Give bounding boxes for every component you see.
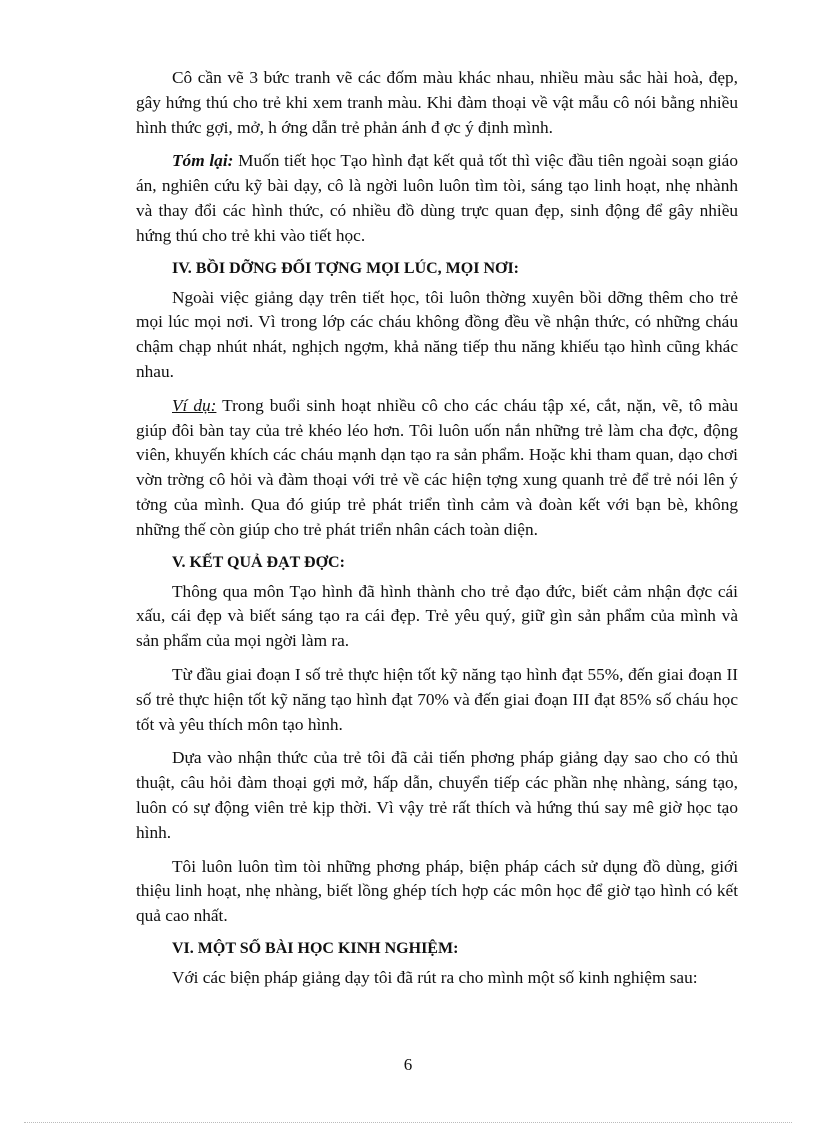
section-heading-iv: IV. BỒI DỠNG ĐỐI TỢNG MỌI LÚC, MỌI NƠI:	[172, 259, 519, 277]
example-lead: Ví dụ:	[172, 395, 217, 415]
document-body	[136, 66, 738, 1000]
section-heading-vi: VI. MỘT SỐ BÀI HỌC KINH NGHIỆM:	[172, 939, 459, 957]
paragraph-summary	[136, 149, 738, 248]
paragraph: Tôi luôn luôn tìm tòi những phơng pháp, biện pháp cách sử dụng đồ dùng, giới thiệu linh hoạt, nhẹ nhàng, biết lồng ghép tích hợp các môn học để giờ tạo hình có kết quả cao nhất.	[136, 856, 738, 926]
summary-lead: Tóm lại:	[172, 151, 234, 171]
page-number: 6	[403, 1055, 413, 1074]
summary-text: Muốn tiết học Tạo hình đạt kết quả tốt thì việc đầu tiên ngoài soạn giáo án, nghiên cứu kỹ bài dạy, cô là ngời luôn luôn tìm tòi, sáng tạo linh hoạt, nhẹ nhành và thay đổi các hình thức, có nhiều đồ dùng trực quan đẹp, sinh động để gây nhiều hứng thú cho trẻ khi vào tiết học.	[136, 151, 738, 245]
paragraph: Với các biện pháp giảng dạy tôi đã rút ra cho mình một số kinh nghiệm sau:	[172, 967, 698, 987]
paragraph: Thông qua môn Tạo hình đã hình thành cho trẻ đạo đức, biết cảm nhận đợc cái xấu, cái đẹp và biết sáng tạo ra cái đẹp. Trẻ yêu quý, giữ gìn sản phẩm của mình và sản phẩm của mọi ngời làm ra.	[136, 581, 738, 651]
paragraph: Ngoài việc giảng dạy trên tiết học, tôi luôn thờng xuyên bồi dỡng thêm cho trẻ mọi lúc mọi nơi. Vì trong lớp các cháu không đồng đều về nhận thức, có những cháu chậm chạp nhút nhát, nghịch ngợm, khả năng tiếp thu năng khiếu tạo hình cũng khác nhau.	[136, 287, 738, 381]
paragraph: Dựa vào nhận thức của trẻ tôi đã cải tiến phơng pháp giảng dạy sao cho có thủ thuật, câu hỏi đàm thoại gợi mở, hấp dẫn, chuyển tiếp các phần nhẹ nhàng, sáng tạo, luôn có sự động viên trẻ kịp thời. Vì vậy trẻ rất thích và hứng thú say mê giờ học tạo hình.	[136, 748, 738, 842]
paragraph-example	[136, 394, 738, 543]
example-text: Trong buổi sinh hoạt nhiều cô cho các cháu tập xé, cắt, nặn, vẽ, tô màu giúp đôi bàn tay của trẻ khéo léo hơn. Tôi luôn uốn nắn những trẻ làm cha đợc, động viên, khuyến khích các cháu mạnh dạn tạo ra sản phẩm. Hoặc khi tham quan, dạo chơi vờn trờng cô hỏi và đàm thoại với trẻ về các hiện tợng xung quanh trẻ để trẻ nói lên ý tởng của mình. Qua đó giúp trẻ phát triển tình cảm và đoàn kết với bạn bè, không những thế còn giúp cho trẻ phát triển nhân cách toàn diện.	[136, 395, 738, 539]
section-heading-v: V. KẾT QUẢ ĐẠT ĐỢC:	[172, 553, 345, 571]
paragraph: Từ đầu giai đoạn I số trẻ thực hiện tốt kỹ năng tạo hình đạt 55%, đến giai đoạn II số trẻ thực hiện tốt kỹ năng tạo hình đạt 70% và đến giai đoạn III đạt 85% số cháu học tốt và yêu thích môn tạo hình.	[136, 664, 738, 734]
paragraph: Cô cần vẽ 3 bức tranh vẽ các đốm màu khác nhau, nhiều màu sắc hài hoà, đẹp, gây hứng thú cho trẻ khi xem tranh màu. Khi đàm thoại về vật mẫu cô nói bằng nhiều hình thức gợi, mở, h ớng dẫn trẻ phản ánh đ ợc ý định mình.	[136, 68, 738, 137]
